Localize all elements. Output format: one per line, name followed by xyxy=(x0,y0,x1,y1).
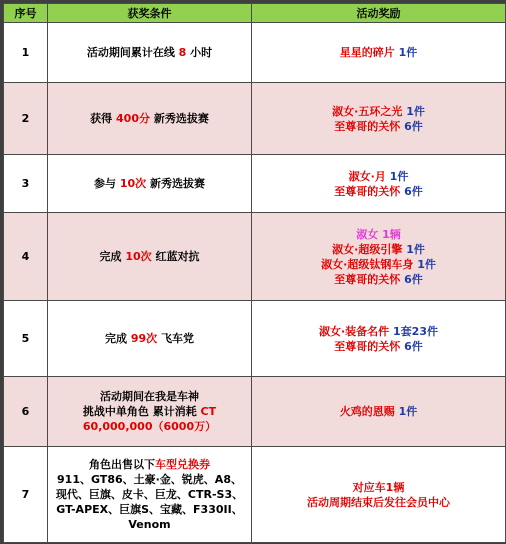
row-index: 7 xyxy=(4,447,48,543)
table-row xyxy=(4,213,506,301)
condition-text: 参与 xyxy=(94,177,116,190)
reward-qty: 6件 xyxy=(404,184,423,198)
reward-vehicle: 对应车1辆 xyxy=(352,480,405,494)
reward-item: 火鸡的恩赐 xyxy=(339,405,395,418)
reward-item: 至尊哥的关怀 xyxy=(334,119,401,133)
condition-text: 活动期间累计在线 xyxy=(86,46,175,59)
rewards-table xyxy=(3,3,506,543)
row-condition xyxy=(48,83,252,155)
reward-qty: 1件 xyxy=(398,46,418,59)
reward-item: 星星的碎片 xyxy=(339,46,395,59)
reward-delivery-note: 活动周期结束后发往会员中心 xyxy=(307,495,450,509)
condition-event: 红蓝对抗 xyxy=(155,250,200,263)
row-condition xyxy=(48,213,252,301)
vehicle-list-line: GT-APEX、巨旗S、宝藏、F330II、 xyxy=(56,503,243,516)
reward-qty: 1件 xyxy=(389,169,409,183)
table-row xyxy=(4,83,506,155)
condition-value: 8 xyxy=(178,46,187,59)
condition-value: 10次 xyxy=(119,177,147,190)
row-reward xyxy=(252,447,506,543)
reward-item: 淑女·五环之光 xyxy=(332,104,403,118)
reward-item: 至尊哥的关怀 xyxy=(334,272,401,286)
table-row xyxy=(4,23,506,83)
reward-qty: 6件 xyxy=(404,272,423,286)
reward-qty: 6件 xyxy=(404,119,423,133)
row-reward xyxy=(252,301,506,377)
row-condition xyxy=(48,301,252,377)
condition-unit: 小时 xyxy=(190,46,213,59)
row-index: 2 xyxy=(4,83,48,155)
reward-qty: 1件 xyxy=(406,242,425,256)
condition-text: 完成 xyxy=(105,332,127,345)
row-condition xyxy=(48,23,252,83)
reward-item: 淑女·月 xyxy=(348,169,386,183)
table-header-row xyxy=(4,4,506,23)
row-index: 5 xyxy=(4,301,48,377)
condition-value: 400分 xyxy=(116,112,150,125)
condition-line: 活动期间在我是车神 xyxy=(100,390,199,403)
row-condition xyxy=(48,447,252,543)
row-index: 6 xyxy=(4,377,48,447)
row-reward xyxy=(252,83,506,155)
reward-qty: 1件 xyxy=(406,104,425,118)
row-reward xyxy=(252,23,506,83)
table-row xyxy=(4,155,506,213)
vehicle-list-line: Venom xyxy=(128,518,171,531)
reward-qty: 1套23件 xyxy=(393,324,438,338)
condition-event: 新秀选拔赛 xyxy=(150,177,205,190)
row-reward xyxy=(252,213,506,301)
condition-text: 完成 xyxy=(99,250,122,263)
condition-value: 99次 xyxy=(130,332,158,345)
condition-text: 累计消耗 xyxy=(152,405,197,418)
reward-vehicle: 淑女 1辆 xyxy=(356,227,401,241)
reward-qty: 1件 xyxy=(398,405,418,418)
condition-text: 角色出售以下 xyxy=(89,458,155,471)
table-row xyxy=(4,377,506,447)
condition-value: 60,000,000（6000万） xyxy=(82,420,217,433)
header-index: 序号 xyxy=(4,4,48,23)
condition-text: 获得 xyxy=(90,112,113,125)
condition-event: 新秀选拔赛 xyxy=(153,112,209,125)
voucher-label: 车型兑换券 xyxy=(155,458,210,471)
vehicle-list-line: 911、GT86、土豪·金、锐虎、A8、 xyxy=(57,473,242,486)
row-condition xyxy=(48,155,252,213)
row-index: 4 xyxy=(4,213,48,301)
row-index: 1 xyxy=(4,23,48,83)
row-reward xyxy=(252,377,506,447)
row-condition xyxy=(48,377,252,447)
reward-qty: 6件 xyxy=(404,339,423,353)
header-condition: 获奖条件 xyxy=(48,4,252,23)
header-reward: 活动奖励 xyxy=(252,4,506,23)
table-row xyxy=(4,447,506,543)
table-row xyxy=(4,301,506,377)
row-reward xyxy=(252,155,506,213)
condition-value: 10次 xyxy=(125,250,152,263)
reward-item: 淑女·装备名件 xyxy=(319,324,390,338)
condition-event: 飞车党 xyxy=(161,332,194,345)
reward-item: 淑女·超级引擎 xyxy=(332,242,403,256)
row-index: 3 xyxy=(4,155,48,213)
reward-qty: 1件 xyxy=(417,257,436,271)
vehicle-list-line: 现代、巨旗、皮卡、巨龙、CTR-S3、 xyxy=(55,488,244,501)
reward-item: 至尊哥的关怀 xyxy=(334,184,401,198)
condition-currency: CT xyxy=(200,405,217,418)
reward-item: 至尊哥的关怀 xyxy=(334,339,401,353)
reward-item: 淑女·超级钛钢车身 xyxy=(321,257,414,271)
condition-text: 挑战中单角色 xyxy=(82,405,149,418)
